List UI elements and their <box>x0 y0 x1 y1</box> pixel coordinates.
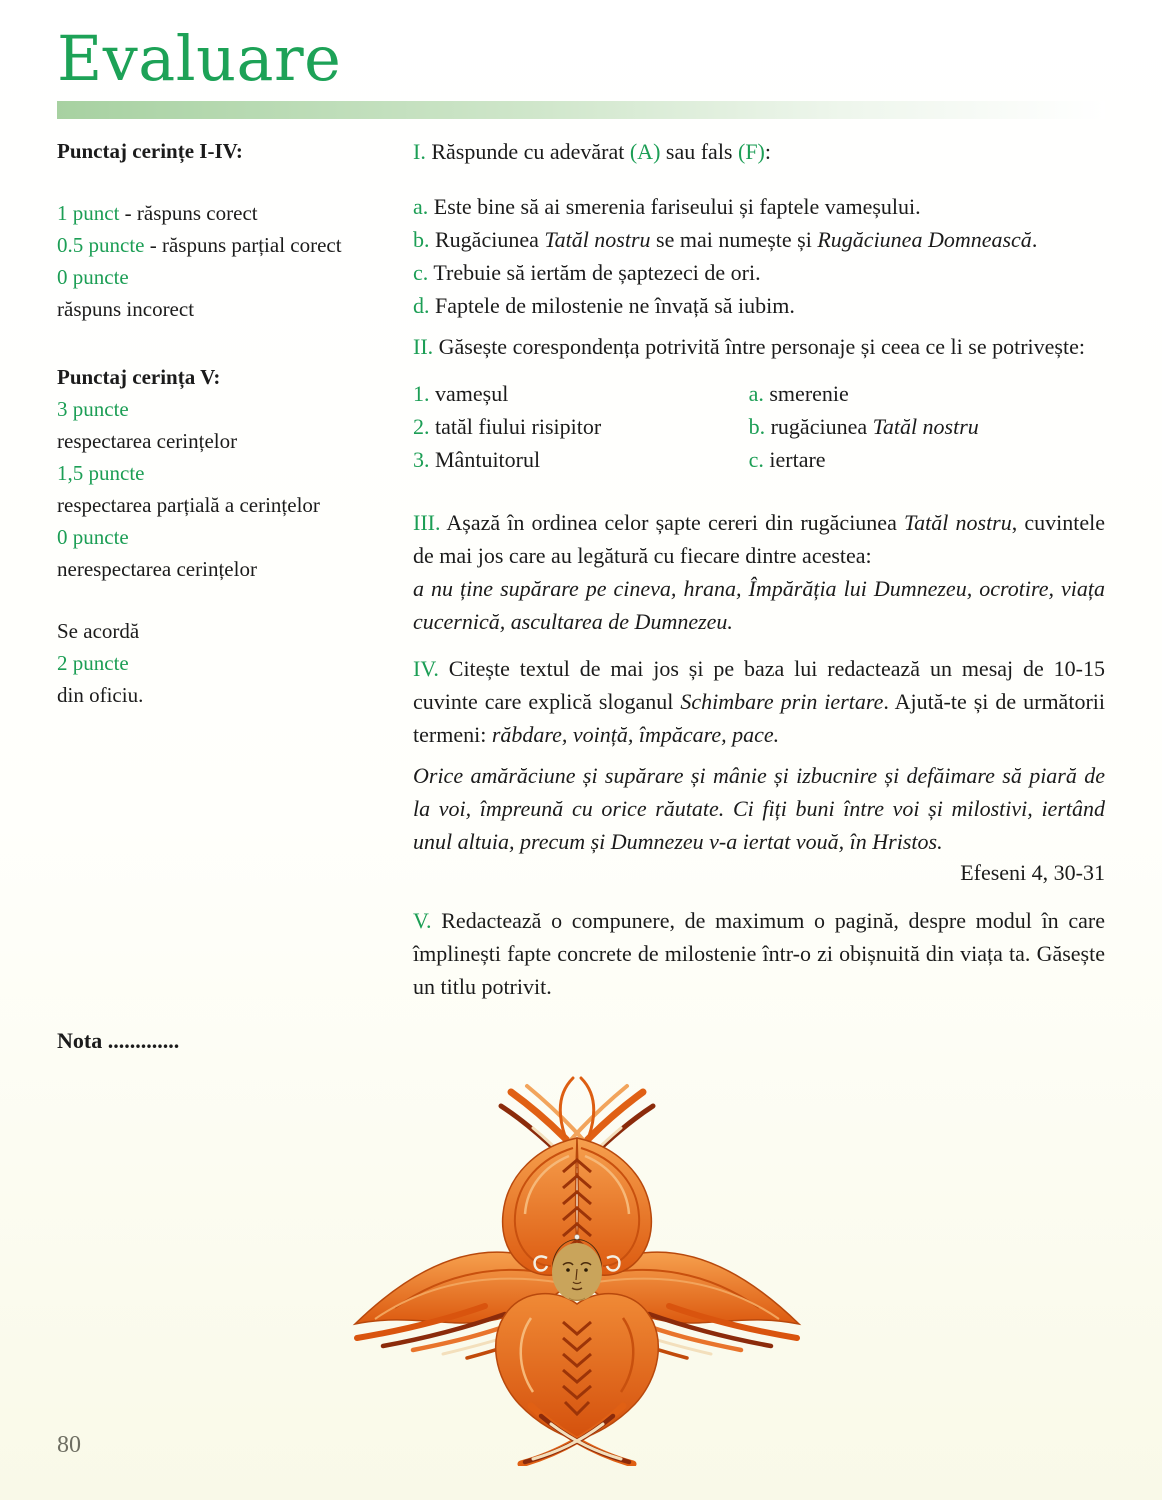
scoring-sidebar <box>57 135 397 1003</box>
title-underline-bar <box>57 101 1105 119</box>
true-false-item: d. Faptele de milostenie ne învață să iubim. <box>413 293 795 319</box>
true-false-item: c. Trebuie să iertăm de șaptezeci de ori. <box>413 260 761 286</box>
scoring-line: 0.5 puncte - răspuns parțial corect <box>57 233 342 258</box>
exercise-2-intro: II. Găsește corespondența potrivită între personaje și ceea ce li se potrivește: <box>413 334 1085 360</box>
exercises-column <box>413 135 1105 1003</box>
exercise-4-paragraph: IV. Citește textul de mai jos și pe baza lui redactează un mesaj de 10-15 cuvinte care explică sloganul Schimbare prin iertare. Ajută-te și de următorii termeni: răbdare, voință, împăcare, pace. <box>413 656 1105 748</box>
exercise-1-items <box>413 190 1105 322</box>
scoring-line: 0 puncte <box>57 525 129 550</box>
scoring-line: 1 punct - răspuns corect <box>57 201 258 226</box>
scripture-quote: Orice amărăciune și supărare și mânie și izbucnire și defăimare să piară de la voi, împreună cu orice răutate. Ci fiți buni între voi și milostivi, iertând unul altuia, precum și Dumnezeu v-a iertat vouă, în Hristos. <box>413 763 1105 855</box>
matching-exercise <box>413 377 1105 476</box>
exercise-2 <box>413 330 1105 476</box>
matching-right-cell: b. rugăciunea Tatăl nostru <box>748 414 979 440</box>
matching-row <box>413 377 1105 410</box>
exercise-5-paragraph: V. Redactează o compunere, de maximum o pagină, despre modul în care împlinești fapte concrete de milostenie într-o zi obișnuită din viața ta. Găsește un titlu potrivit. <box>413 908 1105 1000</box>
matching-row <box>413 443 1105 476</box>
exercise-3-paragraph: III. Așază în ordinea celor șapte cereri din rugăciunea Tatăl nostru, cuvintele de mai jos care au legătură cu fiecare dintre acestea: a nu ține supărare pe cineva, hrana, Împărăția lui Dumnezeu, ocrotire, viața cucernică, ascultarea de Dumnezeu. <box>413 510 1105 635</box>
exercise-1-intro: I. Răspunde cu adevărat (A) sau fals (F): <box>413 139 772 165</box>
scoring-line: 2 puncte <box>57 651 129 676</box>
scoring-line: din oficiu. <box>57 683 144 708</box>
scoring-line: 3 puncte <box>57 397 129 422</box>
lower-heart-wing <box>496 1294 659 1441</box>
true-false-item: b. Rugăciunea Tatăl nostru se mai numește și Rugăciunea Domnească. <box>413 227 1038 253</box>
scoring-line: nerespectarea cerințelor <box>57 557 257 582</box>
matching-left-cell: 2. tatăl fiului risipitor <box>413 414 602 440</box>
textbook-page <box>0 22 1162 1500</box>
matching-left-cell: 3. Mântuitorul <box>413 447 541 473</box>
seraphim-illustration <box>335 1076 810 1466</box>
default-points-note <box>57 615 397 711</box>
page-number: 80 <box>57 1432 81 1458</box>
exercise-1 <box>413 135 1105 322</box>
scoring-line: 0 puncte <box>57 265 129 290</box>
scoring-heading-1: Punctaj cerințe I-IV: <box>57 139 243 164</box>
scoring-line: respectarea cerințelor <box>57 429 238 454</box>
scoring-block-1 <box>57 197 397 325</box>
scoring-line: respectarea parțială a cerințelor <box>57 493 320 518</box>
true-false-item: a. Este bine să ai smerenia fariseului și faptele vameșului. <box>413 194 921 220</box>
page-content <box>57 135 1105 1003</box>
quote-attribution: Efeseni 4, 30-31 <box>960 860 1105 886</box>
matching-right-cell: c. iertare <box>748 447 826 473</box>
grade-line: Nota ............. <box>57 1028 180 1053</box>
page-title: Evaluare <box>57 22 342 95</box>
matching-right-cell: a. smerenie <box>748 381 849 407</box>
scoring-heading-2: Punctaj cerința V: <box>57 365 221 390</box>
matching-left-cell: 1. vameșul <box>413 381 509 407</box>
scoring-line: 1,5 puncte <box>57 461 145 486</box>
matching-row <box>413 410 1105 443</box>
scoring-line: răspuns incorect <box>57 297 195 322</box>
scoring-block-2 <box>57 393 397 585</box>
scoring-line: Se acordă <box>57 619 140 644</box>
